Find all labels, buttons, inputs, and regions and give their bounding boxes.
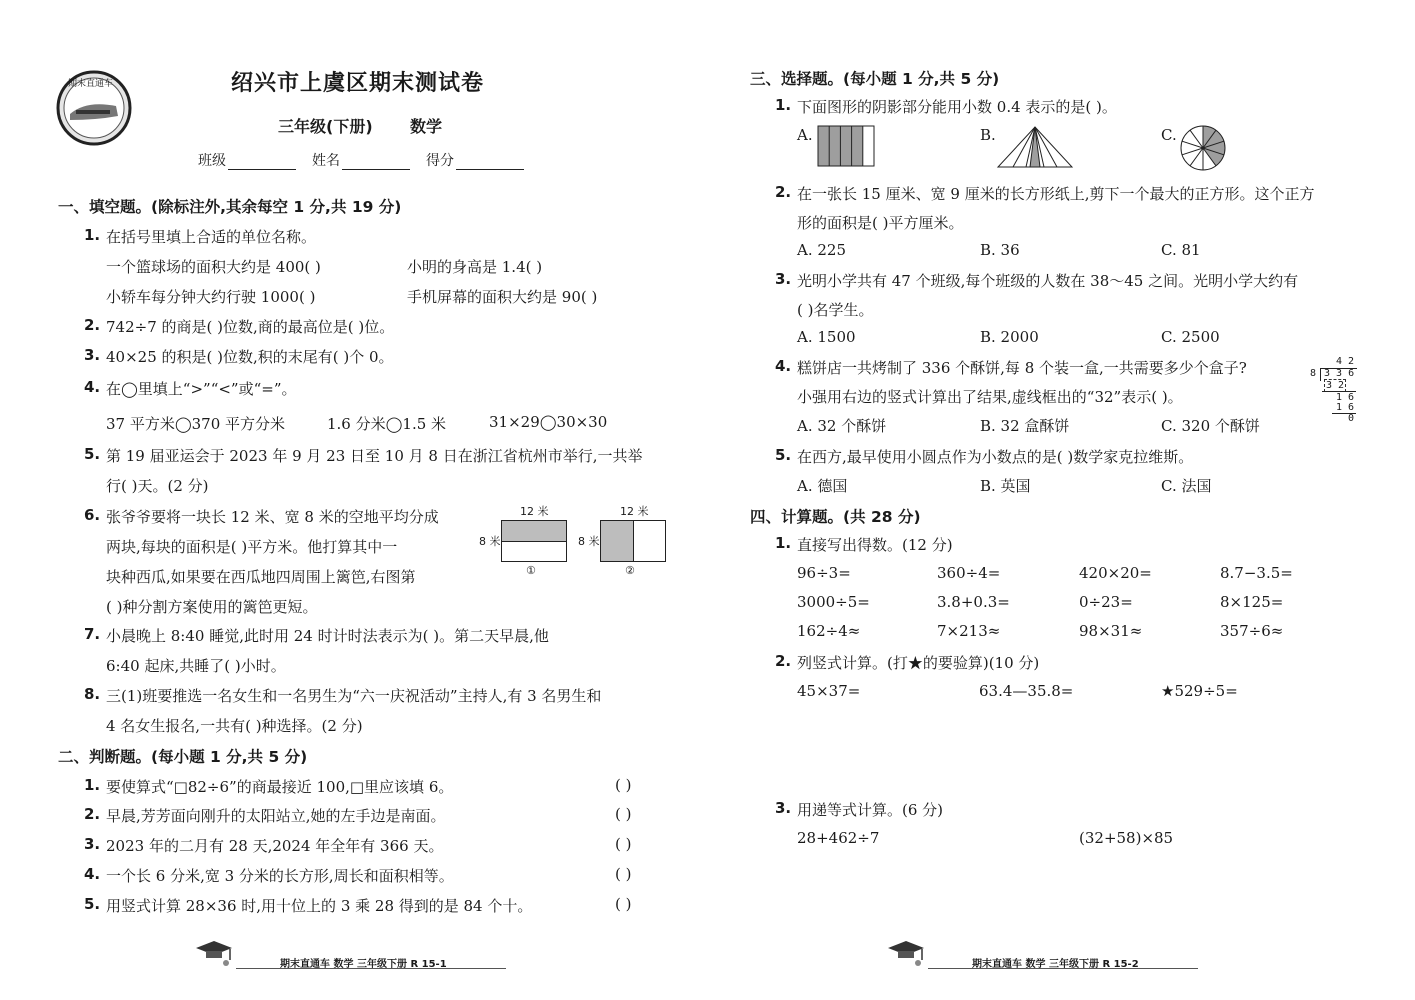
choice-3-line1: 光明小学共有 47 个班级,每个班级的人数在 38～45 之间。光明小学大约有 xyxy=(797,272,1299,290)
judge-1-number: 1. xyxy=(84,776,101,794)
choice-1-figure-c xyxy=(1179,124,1227,176)
score-field[interactable] xyxy=(426,150,524,170)
q8-line2: 4 名女生报名,一共有( )种选择。(2 分) xyxy=(106,717,363,735)
q6-line4: ( )种分割方案使用的篱笆更短。 xyxy=(106,598,318,616)
section-2-heading: 二、判断题。(每小题 1 分,共 5 分) xyxy=(58,748,308,766)
score-label: 得分 xyxy=(426,153,454,169)
division-dividend: 3 3 6 xyxy=(1324,368,1355,379)
calc-1-r1c2: 360÷4= xyxy=(937,564,1001,582)
choice-3-option-b[interactable]: B. 2000 xyxy=(980,328,1039,346)
page-title: 绍兴市上虞区期末测试卷 xyxy=(231,71,485,96)
choice-2-line1: 在一张长 15 厘米、宽 9 厘米的长方形纸上,剪下一个最大的正方形。这个正方 xyxy=(797,185,1315,203)
calc-1-r3c3: 98×31≈ xyxy=(1079,622,1143,640)
name-label: 姓名 xyxy=(312,153,340,169)
choice-4-line1: 糕饼店一共烤制了 336 个酥饼,每 8 个装一盒,一共需要多少个盒子? xyxy=(797,359,1247,377)
calc-2-item-2: 63.4—35.8= xyxy=(979,682,1074,700)
q1-d: 手机屏幕的面积大约是 90( ) xyxy=(407,288,598,306)
choice-3-option-a[interactable]: A. 1500 xyxy=(797,328,856,346)
calc-3-number: 3. xyxy=(775,799,792,817)
choice-1-option-b[interactable]: B. xyxy=(980,126,996,144)
q7-line2: 6:40 起床,共睡了( )小时。 xyxy=(106,657,286,675)
choice-5-number: 5. xyxy=(775,446,792,464)
fig1-width-label: 8 米 xyxy=(479,535,501,548)
choice-2-option-b[interactable]: B. 36 xyxy=(980,241,1020,259)
q7-number: 7. xyxy=(84,625,101,643)
q4-number: 4. xyxy=(84,378,101,396)
calc-1-r1c4: 8.7−3.5= xyxy=(1220,564,1293,582)
calc-1-text: 直接写出得数。(12 分) xyxy=(797,536,953,554)
choice-1-text: 下面图形的阴影部分能用小数 0.4 表示的是( )。 xyxy=(797,98,1117,116)
subject-label: 数学 xyxy=(410,117,443,136)
footer-1-icon xyxy=(192,938,236,972)
calc-1-r1c1: 96÷3= xyxy=(797,564,851,582)
choice-1-figure-b xyxy=(996,125,1074,173)
q8-number: 8. xyxy=(84,685,101,703)
calc-1-r2c2: 3.8+0.3= xyxy=(937,593,1010,611)
q3-text: 40×25 的积是( )位数,积的末尾有( )个 0。 xyxy=(106,348,394,366)
judge-5-number: 5. xyxy=(84,895,101,913)
choice-5-option-b[interactable]: B. 英国 xyxy=(980,477,1031,495)
choice-3-number: 3. xyxy=(775,270,792,288)
judge-2-text: 早晨,芳芳面向刚升的太阳站立,她的左手边是南面。 xyxy=(106,807,446,825)
calc-2-item-3: ★529÷5= xyxy=(1161,682,1238,700)
footer-2-icon xyxy=(884,938,928,972)
q6-line1: 张爷爷要将一块长 12 米、宽 8 米的空地平均分成 xyxy=(106,508,439,526)
calc-1-r2c3: 0÷23= xyxy=(1079,593,1133,611)
judge-1-text: 要使算式“□82÷6”的商最接近 100,□里应该填 6。 xyxy=(106,778,454,796)
judge-3-number: 3. xyxy=(84,835,101,853)
q1-c: 小轿车每分钟大约行驶 1000( ) xyxy=(106,288,316,306)
division-remainder1: 1 6 xyxy=(1336,392,1355,403)
calc-1-r3c2: 7×213≈ xyxy=(937,622,1001,640)
fig2-rect xyxy=(600,520,666,562)
choice-1-option-a[interactable]: A. xyxy=(797,126,813,144)
choice-3-line2: ( )名学生。 xyxy=(797,301,874,319)
judge-4-answer[interactable]: ( ) xyxy=(615,865,632,883)
choice-2-option-c[interactable]: C. 81 xyxy=(1161,241,1201,259)
footer-2-text: 期末直通车 数学 三年级下册 R 15-2 xyxy=(972,959,1139,970)
judge-1-answer[interactable]: ( ) xyxy=(615,776,632,794)
footer-1-text: 期末直通车 数学 三年级下册 R 15-1 xyxy=(280,959,447,970)
logo-text: 期末直通车 xyxy=(68,79,114,89)
q5-line2: 行( )天。(2 分) xyxy=(106,477,209,495)
fig2-label: ② xyxy=(625,564,635,577)
section-1-heading: 一、填空题。(除标注外,其余每空 1 分,共 19 分) xyxy=(58,198,402,216)
q2-number: 2. xyxy=(84,316,101,334)
calc-1-r1c3: 420×20= xyxy=(1079,564,1152,582)
q2-text: 742÷7 的商是( )位数,商的最高位是( )位。 xyxy=(106,318,395,336)
q4-a: 37 平方米◯370 平方分米 xyxy=(106,415,286,433)
calc-1-r3c1: 162÷4≈ xyxy=(797,622,861,640)
choice-2-line2: 形的面积是( )平方厘米。 xyxy=(797,214,964,232)
q4-c: 31×29◯30×30 xyxy=(489,413,608,431)
q4-b: 1.6 分米◯1.5 米 xyxy=(327,415,447,433)
judge-4-text: 一个长 6 分米,宽 3 分米的长方形,周长和面积相等。 xyxy=(106,867,454,885)
judge-5-text: 用竖式计算 28×36 时,用十位上的 3 乘 28 得到的是 84 个十。 xyxy=(106,897,533,915)
choice-4-option-a[interactable]: A. 32 个酥饼 xyxy=(797,417,887,435)
judge-2-answer[interactable]: ( ) xyxy=(615,805,632,823)
choice-1-number: 1. xyxy=(775,96,792,114)
choice-5-option-c[interactable]: C. 法国 xyxy=(1161,477,1212,495)
q5-number: 5. xyxy=(84,445,101,463)
q4-text: 在◯里填上“>”“<”或“=”。 xyxy=(106,380,297,398)
choice-4-line2: 小强用右边的竖式计算出了结果,虚线框出的“32”表示( )。 xyxy=(797,388,1183,406)
choice-4-option-b[interactable]: B. 32 盒酥饼 xyxy=(980,417,1070,435)
calc-3-item-2: (32+58)×85 xyxy=(1079,829,1174,847)
judge-3-answer[interactable]: ( ) xyxy=(615,835,632,853)
judge-4-number: 4. xyxy=(84,865,101,883)
calc-2-item-1: 45×37= xyxy=(797,682,861,700)
choice-5-text: 在西方,最早使用小圆点作为小数点的是( )数学家克拉维斯。 xyxy=(797,448,1194,466)
name-field[interactable] xyxy=(312,150,410,170)
choice-1-figure-a xyxy=(817,125,875,171)
section-4-heading: 四、计算题。(共 28 分) xyxy=(750,508,921,526)
class-field[interactable] xyxy=(198,150,296,170)
section-3-heading: 三、选择题。(每小题 1 分,共 5 分) xyxy=(750,70,1000,88)
calc-3-text: 用递等式计算。(6 分) xyxy=(797,801,944,819)
division-quotient: 4 2 xyxy=(1336,356,1355,367)
q1-text: 在括号里填上合适的单位名称。 xyxy=(106,228,317,246)
class-label: 班级 xyxy=(198,153,226,169)
q3-number: 3. xyxy=(84,346,101,364)
division-divisor: 8 xyxy=(1310,368,1317,379)
q6-number: 6. xyxy=(84,506,101,524)
calc-1-number: 1. xyxy=(775,534,792,552)
fig2-length-label: 12 米 xyxy=(620,505,649,518)
calc-2-number: 2. xyxy=(775,652,792,670)
calc-1-r2c1: 3000÷5= xyxy=(797,593,870,611)
choice-5-option-a[interactable]: A. 德国 xyxy=(797,477,848,495)
division-step1: 3 2 xyxy=(1326,380,1345,391)
judge-2-number: 2. xyxy=(84,805,101,823)
calc-1-r2c4: 8×125= xyxy=(1220,593,1284,611)
q5-line1: 第 19 届亚运会于 2023 年 9 月 23 日至 10 月 8 日在浙江省杭州市举行,一共举 xyxy=(106,447,643,465)
choice-4-option-c[interactable]: C. 320 个酥饼 xyxy=(1161,417,1260,435)
q1-a: 一个篮球场的面积大约是 400( ) xyxy=(106,258,321,276)
q1-b: 小明的身高是 1.4( ) xyxy=(407,258,543,276)
q7-line1: 小晨晚上 8:40 睡觉,此时用 24 时计时法表示为( )。第二天早晨,他 xyxy=(106,627,549,645)
fig1-label: ① xyxy=(526,564,536,577)
fig1-length-label: 12 米 xyxy=(520,505,549,518)
graduation-cap-icon xyxy=(884,938,928,968)
choice-2-option-a[interactable]: A. 225 xyxy=(797,241,846,259)
graduation-cap-icon xyxy=(192,938,236,968)
choice-2-number: 2. xyxy=(775,183,792,201)
calc-3-item-1: 28+462÷7 xyxy=(797,829,880,847)
judge-3-text: 2023 年的二月有 28 天,2024 年全年有 366 天。 xyxy=(106,837,444,855)
q6-line3: 块种西瓜,如果要在西瓜地四周围上篱笆,右图第 xyxy=(106,568,416,586)
division-step2: 1 6 xyxy=(1336,402,1355,413)
long-division xyxy=(1308,356,1358,424)
choice-3-option-c[interactable]: C. 2500 xyxy=(1161,328,1220,346)
logo xyxy=(56,70,132,146)
q1-number: 1. xyxy=(84,226,101,244)
q6-line2: 两块,每块的面积是( )平方米。他打算其中一 xyxy=(106,538,398,556)
choice-1-option-c[interactable]: C. xyxy=(1161,126,1177,144)
calc-1-r3c4: 357÷6≈ xyxy=(1220,622,1284,640)
calc-2-text: 列竖式计算。(打★的要验算)(10 分) xyxy=(797,654,1040,672)
division-remainder2: 0 xyxy=(1348,413,1355,424)
grade-label: 三年级(下册) xyxy=(278,117,373,136)
fig1-rect xyxy=(501,520,567,562)
choice-4-number: 4. xyxy=(775,357,792,375)
q8-line1: 三(1)班要推选一名女生和一名男生为“六一庆祝活动”主持人,有 3 名男生和 xyxy=(106,687,602,705)
judge-5-answer[interactable]: ( ) xyxy=(615,895,632,913)
fig2-width-label: 8 米 xyxy=(578,535,600,548)
